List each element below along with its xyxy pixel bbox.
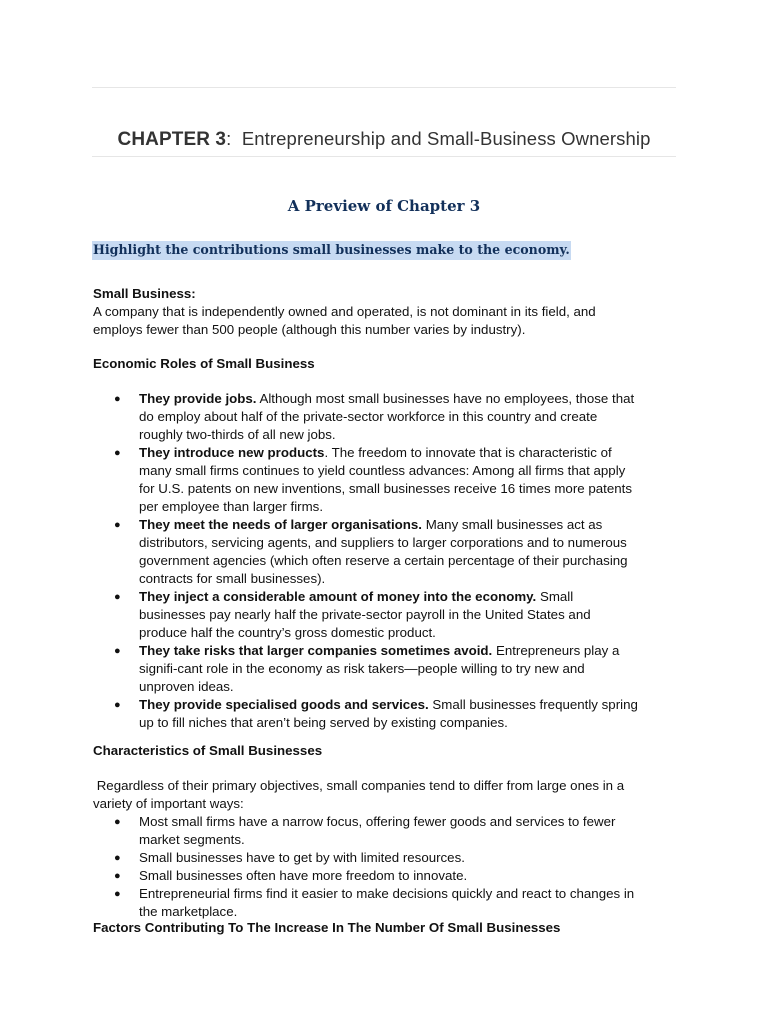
item-text: Entrepreneurial firms find it easier to make decisions quickly and react to changes in bbox=[139, 886, 635, 901]
item-text: distributors, servicing agents, and suppliers to larger corporations and to numerous bbox=[139, 535, 627, 550]
bullet-icon: ● bbox=[114, 393, 121, 405]
economic-roles-heading: Economic Roles of Small Business bbox=[93, 356, 315, 371]
item-text: Small businesses often have more freedom to innovate. bbox=[139, 868, 468, 883]
definition-line: A company that is independently owned and operated, is not dominant in its field, and bbox=[93, 304, 596, 319]
bullet-item bbox=[93, 444, 693, 516]
item-text: Entrepreneurs play a bbox=[492, 643, 620, 658]
item-text: the marketplace. bbox=[139, 904, 238, 919]
factors-heading: Factors Contributing To The Increase In The Number Of Small Businesses bbox=[93, 920, 561, 935]
item-text: produce half the country’s gross domestic product. bbox=[139, 625, 436, 640]
preview-title: A Preview of Chapter 3 bbox=[287, 197, 481, 215]
item-text: Although most small businesses have no employees, those that bbox=[256, 391, 635, 406]
item-text: for U.S. patents on new inventions, small businesses receive 16 times more patents bbox=[139, 481, 632, 496]
bullet-icon: ● bbox=[114, 519, 121, 531]
item-bold-lead: They inject a considerable amount of money into the economy. bbox=[139, 589, 537, 604]
bullet-item bbox=[93, 849, 693, 867]
intro-line: variety of important ways: bbox=[93, 796, 244, 811]
bullet-item bbox=[93, 642, 693, 696]
bullet-icon: ● bbox=[114, 645, 121, 657]
bullet-item bbox=[93, 696, 693, 732]
item-text: businesses pay nearly half the private-sector payroll in the United States and bbox=[139, 607, 591, 622]
item-text: government agencies (which often reserve a certain percentage of their purchasing bbox=[139, 553, 628, 568]
chapter-separator: : bbox=[226, 128, 232, 149]
bullet-item bbox=[93, 588, 693, 642]
item-bold-lead: They meet the needs of larger organisations. bbox=[139, 517, 423, 532]
item-bold-lead: They take risks that larger companies sometimes avoid. bbox=[139, 643, 493, 658]
bullet-item bbox=[93, 885, 693, 921]
item-text: signifi-cant role in the economy as risk takers—people willing to try new and bbox=[139, 661, 585, 676]
bullet-item bbox=[93, 516, 693, 588]
item-text: per employee than larger firms. bbox=[139, 499, 324, 514]
objective-highlight: Highlight the contributions small businesses make to the economy. bbox=[92, 241, 571, 260]
header-divider bbox=[92, 87, 676, 88]
bullet-icon: ● bbox=[114, 447, 121, 459]
bullet-icon: ● bbox=[114, 852, 121, 864]
learning-objective bbox=[92, 242, 571, 257]
item-text: . The freedom to innovate that is characteristic of bbox=[324, 445, 612, 460]
item-text: do employ about half of the private-sector workforce in this country and create bbox=[139, 409, 598, 424]
item-text: many small firms continues to yield countless advances: Among all firms that apply bbox=[139, 463, 626, 478]
item-text: Most small firms have a narrow focus, offering fewer goods and services to fewer bbox=[139, 814, 616, 829]
item-text: market segments. bbox=[139, 832, 245, 847]
characteristics-intro bbox=[93, 777, 683, 813]
item-text: contracts for small businesses). bbox=[139, 571, 326, 586]
characteristics-heading: Characteristics of Small Businesses bbox=[93, 743, 323, 758]
small-business-heading: Small Business: bbox=[93, 286, 196, 301]
chapter-title: Entrepreneurship and Small-Business Ownership bbox=[241, 128, 651, 149]
definition-line: employs fewer than 500 people (although this number varies by industry). bbox=[93, 322, 526, 337]
characteristics-list bbox=[93, 813, 693, 921]
bullet-icon: ● bbox=[114, 699, 121, 711]
item-text: roughly two-thirds of all new jobs. bbox=[139, 427, 336, 442]
item-text: Small businesses have to get by with limited resources. bbox=[139, 850, 465, 865]
bullet-icon: ● bbox=[114, 816, 121, 828]
bullet-icon: ● bbox=[114, 591, 121, 603]
bullet-item bbox=[93, 867, 693, 885]
chapter-divider bbox=[92, 156, 676, 157]
item-text: unproven ideas. bbox=[139, 679, 234, 694]
intro-line: Regardless of their primary objectives, small companies tend to differ from large ones in a bbox=[93, 778, 625, 793]
item-text: Small bbox=[536, 589, 574, 604]
bullet-icon: ● bbox=[114, 870, 121, 882]
item-bold-lead: They provide jobs. bbox=[139, 391, 257, 406]
item-text: Small businesses frequently spring bbox=[428, 697, 638, 712]
item-text: Many small businesses act as bbox=[422, 517, 603, 532]
bullet-item bbox=[93, 390, 693, 444]
economic-roles-list bbox=[93, 390, 693, 732]
chapter-heading bbox=[92, 128, 676, 151]
bullet-icon: ● bbox=[114, 888, 121, 900]
chapter-number: CHAPTER 3 bbox=[117, 129, 227, 150]
item-bold-lead: They provide specialised goods and services. bbox=[139, 697, 429, 712]
bullet-item bbox=[93, 813, 693, 849]
item-text: up to fill niches that aren’t being served by existing companies. bbox=[139, 715, 508, 730]
small-business-section bbox=[93, 285, 683, 339]
item-bold-lead: They introduce new products bbox=[139, 445, 325, 460]
